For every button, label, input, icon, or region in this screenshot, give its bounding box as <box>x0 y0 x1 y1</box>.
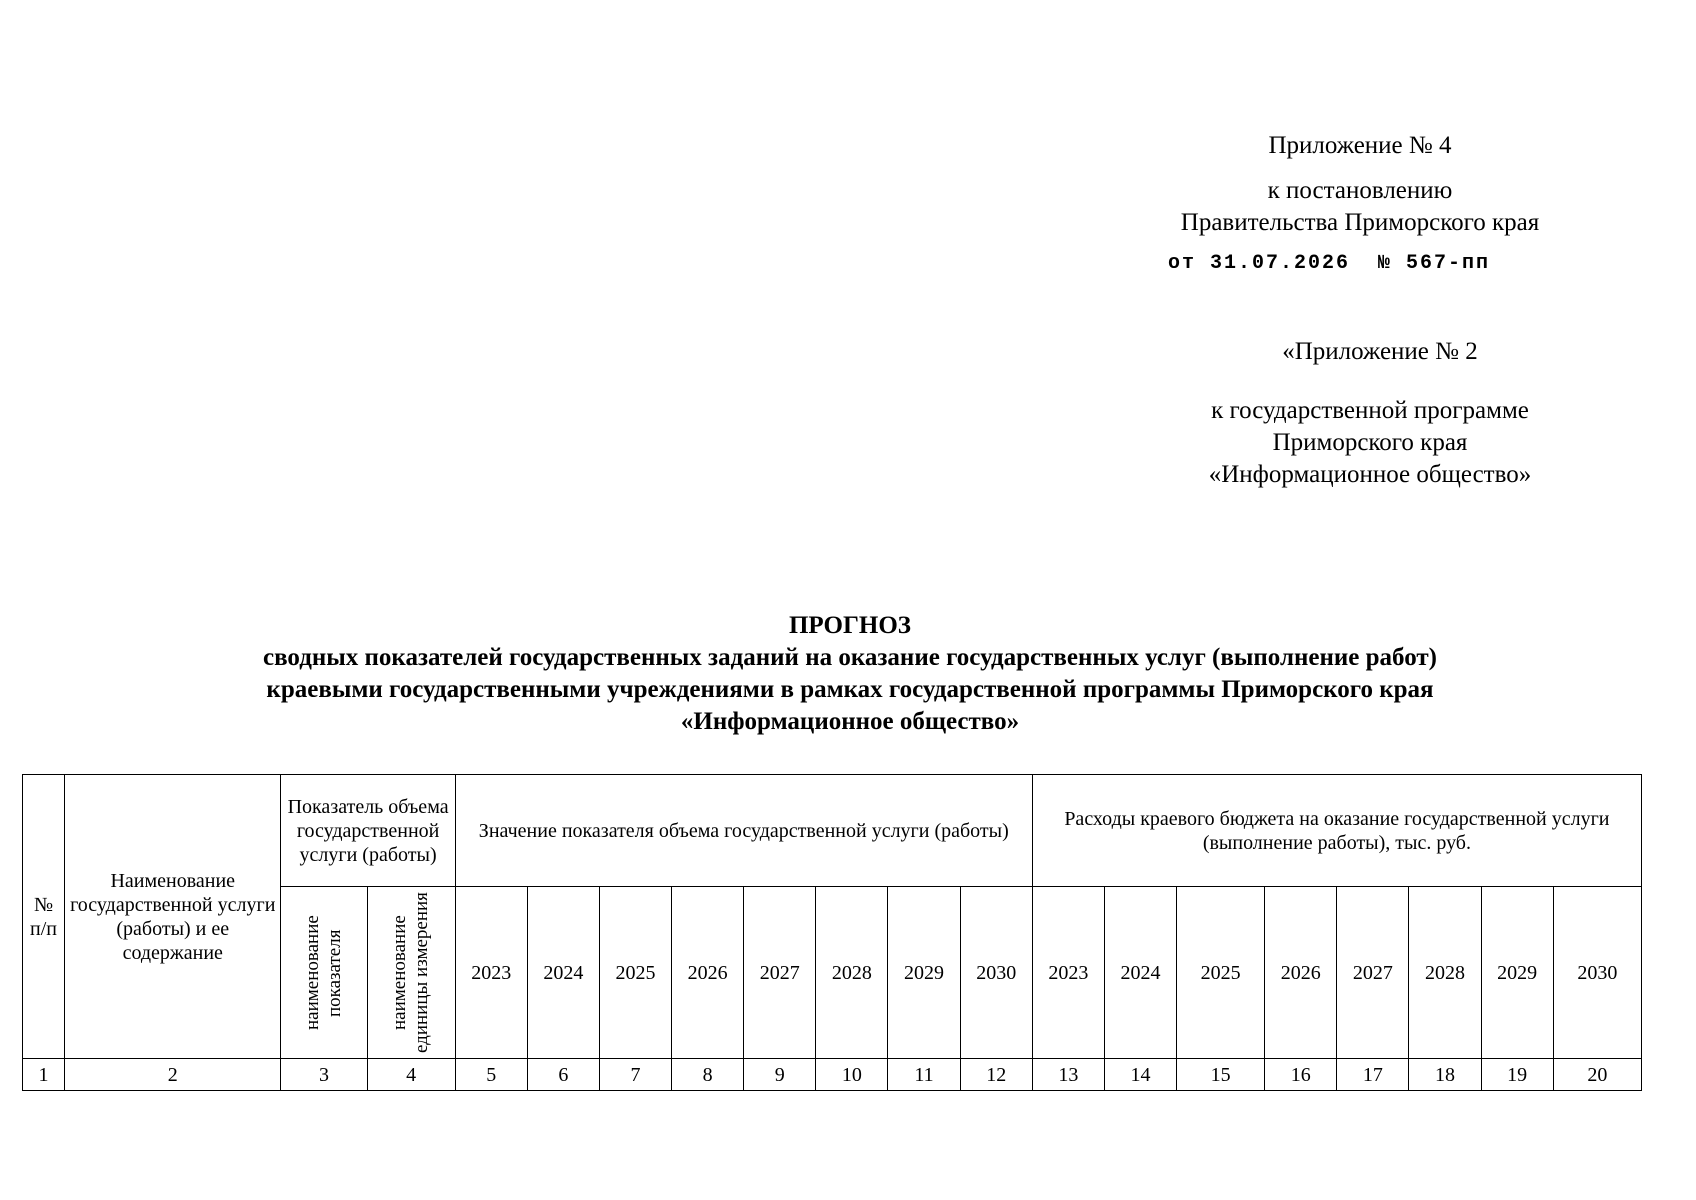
column-number: 6 <box>527 1059 599 1091</box>
header-value-year: 2028 <box>816 887 888 1059</box>
header-value-year: 2024 <box>527 887 599 1059</box>
column-number: 15 <box>1177 1059 1265 1091</box>
forecast-table <box>22 774 1642 1091</box>
header-num: № п/п <box>23 775 65 1059</box>
appendix-line: к постановлению <box>1267 177 1453 204</box>
column-number: 17 <box>1337 1059 1409 1091</box>
header-value-year: 2023 <box>455 887 527 1059</box>
column-number: 8 <box>672 1059 744 1091</box>
heading-line: сводных показателей государственных заданий на оказание государственных услуг (выполнение работ) <box>263 644 1437 671</box>
table-header-row <box>23 775 1642 887</box>
header-service-name: Наименование государственной услуги (работы) и ее содержание <box>65 775 281 1059</box>
column-number: 7 <box>599 1059 671 1091</box>
header-value-year: 2027 <box>744 887 816 1059</box>
header-expense-year: 2026 <box>1265 887 1337 1059</box>
appendix-line: «Информационное общество» <box>1208 461 1532 488</box>
column-number-row <box>23 1059 1642 1091</box>
header-unit-name <box>367 887 455 1059</box>
unit-name-label: наименование единицы измерения <box>389 892 433 1053</box>
document-heading <box>120 610 1580 738</box>
document-reference: от 31.07.2026 № 567-пп <box>1168 252 1491 275</box>
header-value-year: 2025 <box>599 887 671 1059</box>
column-number: 18 <box>1409 1059 1481 1091</box>
appendix-body <box>1130 175 1590 239</box>
indicator-name-label: наименование показателя <box>302 915 345 1030</box>
header-value-year: 2026 <box>672 887 744 1059</box>
column-number: 2 <box>65 1059 281 1091</box>
heading-title: ПРОГНОЗ <box>788 612 911 639</box>
header-expense-year: 2023 <box>1032 887 1104 1059</box>
header-expense-year: 2028 <box>1409 887 1481 1059</box>
column-number: 19 <box>1481 1059 1553 1091</box>
header-expense-year: 2024 <box>1104 887 1176 1059</box>
column-number: 3 <box>281 1059 367 1091</box>
header-value-year: 2030 <box>960 887 1032 1059</box>
column-number: 4 <box>367 1059 455 1091</box>
header-value-year: 2029 <box>888 887 960 1059</box>
heading-line: «Информационное общество» <box>680 708 1020 735</box>
appendix-line: к государственной программе <box>1211 397 1529 424</box>
column-number: 14 <box>1104 1059 1176 1091</box>
column-number: 9 <box>744 1059 816 1091</box>
column-number: 20 <box>1553 1059 1641 1091</box>
column-number: 10 <box>816 1059 888 1091</box>
header-expense-year: 2029 <box>1481 887 1553 1059</box>
header-expense-year: 2025 <box>1177 887 1265 1059</box>
column-number: 5 <box>455 1059 527 1091</box>
header-expense-year: 2030 <box>1553 887 1641 1059</box>
appendix-title: Приложение № 4 <box>1268 132 1452 159</box>
column-number: 12 <box>960 1059 1032 1091</box>
column-number: 16 <box>1265 1059 1337 1091</box>
header-expense-year: 2027 <box>1337 887 1409 1059</box>
heading-line: краевыми государственными учреждениями в рамках государственной программы Приморского края <box>266 676 1434 703</box>
header-values-group: Значение показателя объема государственной услуги (работы) <box>455 775 1032 887</box>
header-indicator-name <box>281 887 367 1059</box>
column-number: 11 <box>888 1059 960 1091</box>
appendix-line: Приморского края <box>1272 429 1468 456</box>
appendix-2-title: «Приложение № 2 <box>1282 338 1478 365</box>
column-number: 13 <box>1032 1059 1104 1091</box>
column-number: 1 <box>23 1059 65 1091</box>
header-expenses-group: Расходы краевого бюджета на оказание государственной услуги (выполнение работы), тыс. руб. <box>1032 775 1641 887</box>
appendix-2-body <box>1150 395 1590 491</box>
header-indicator-group: Показатель объема государственной услуги (работы) <box>281 775 455 887</box>
appendix-line: Правительства Приморского края <box>1180 209 1540 236</box>
